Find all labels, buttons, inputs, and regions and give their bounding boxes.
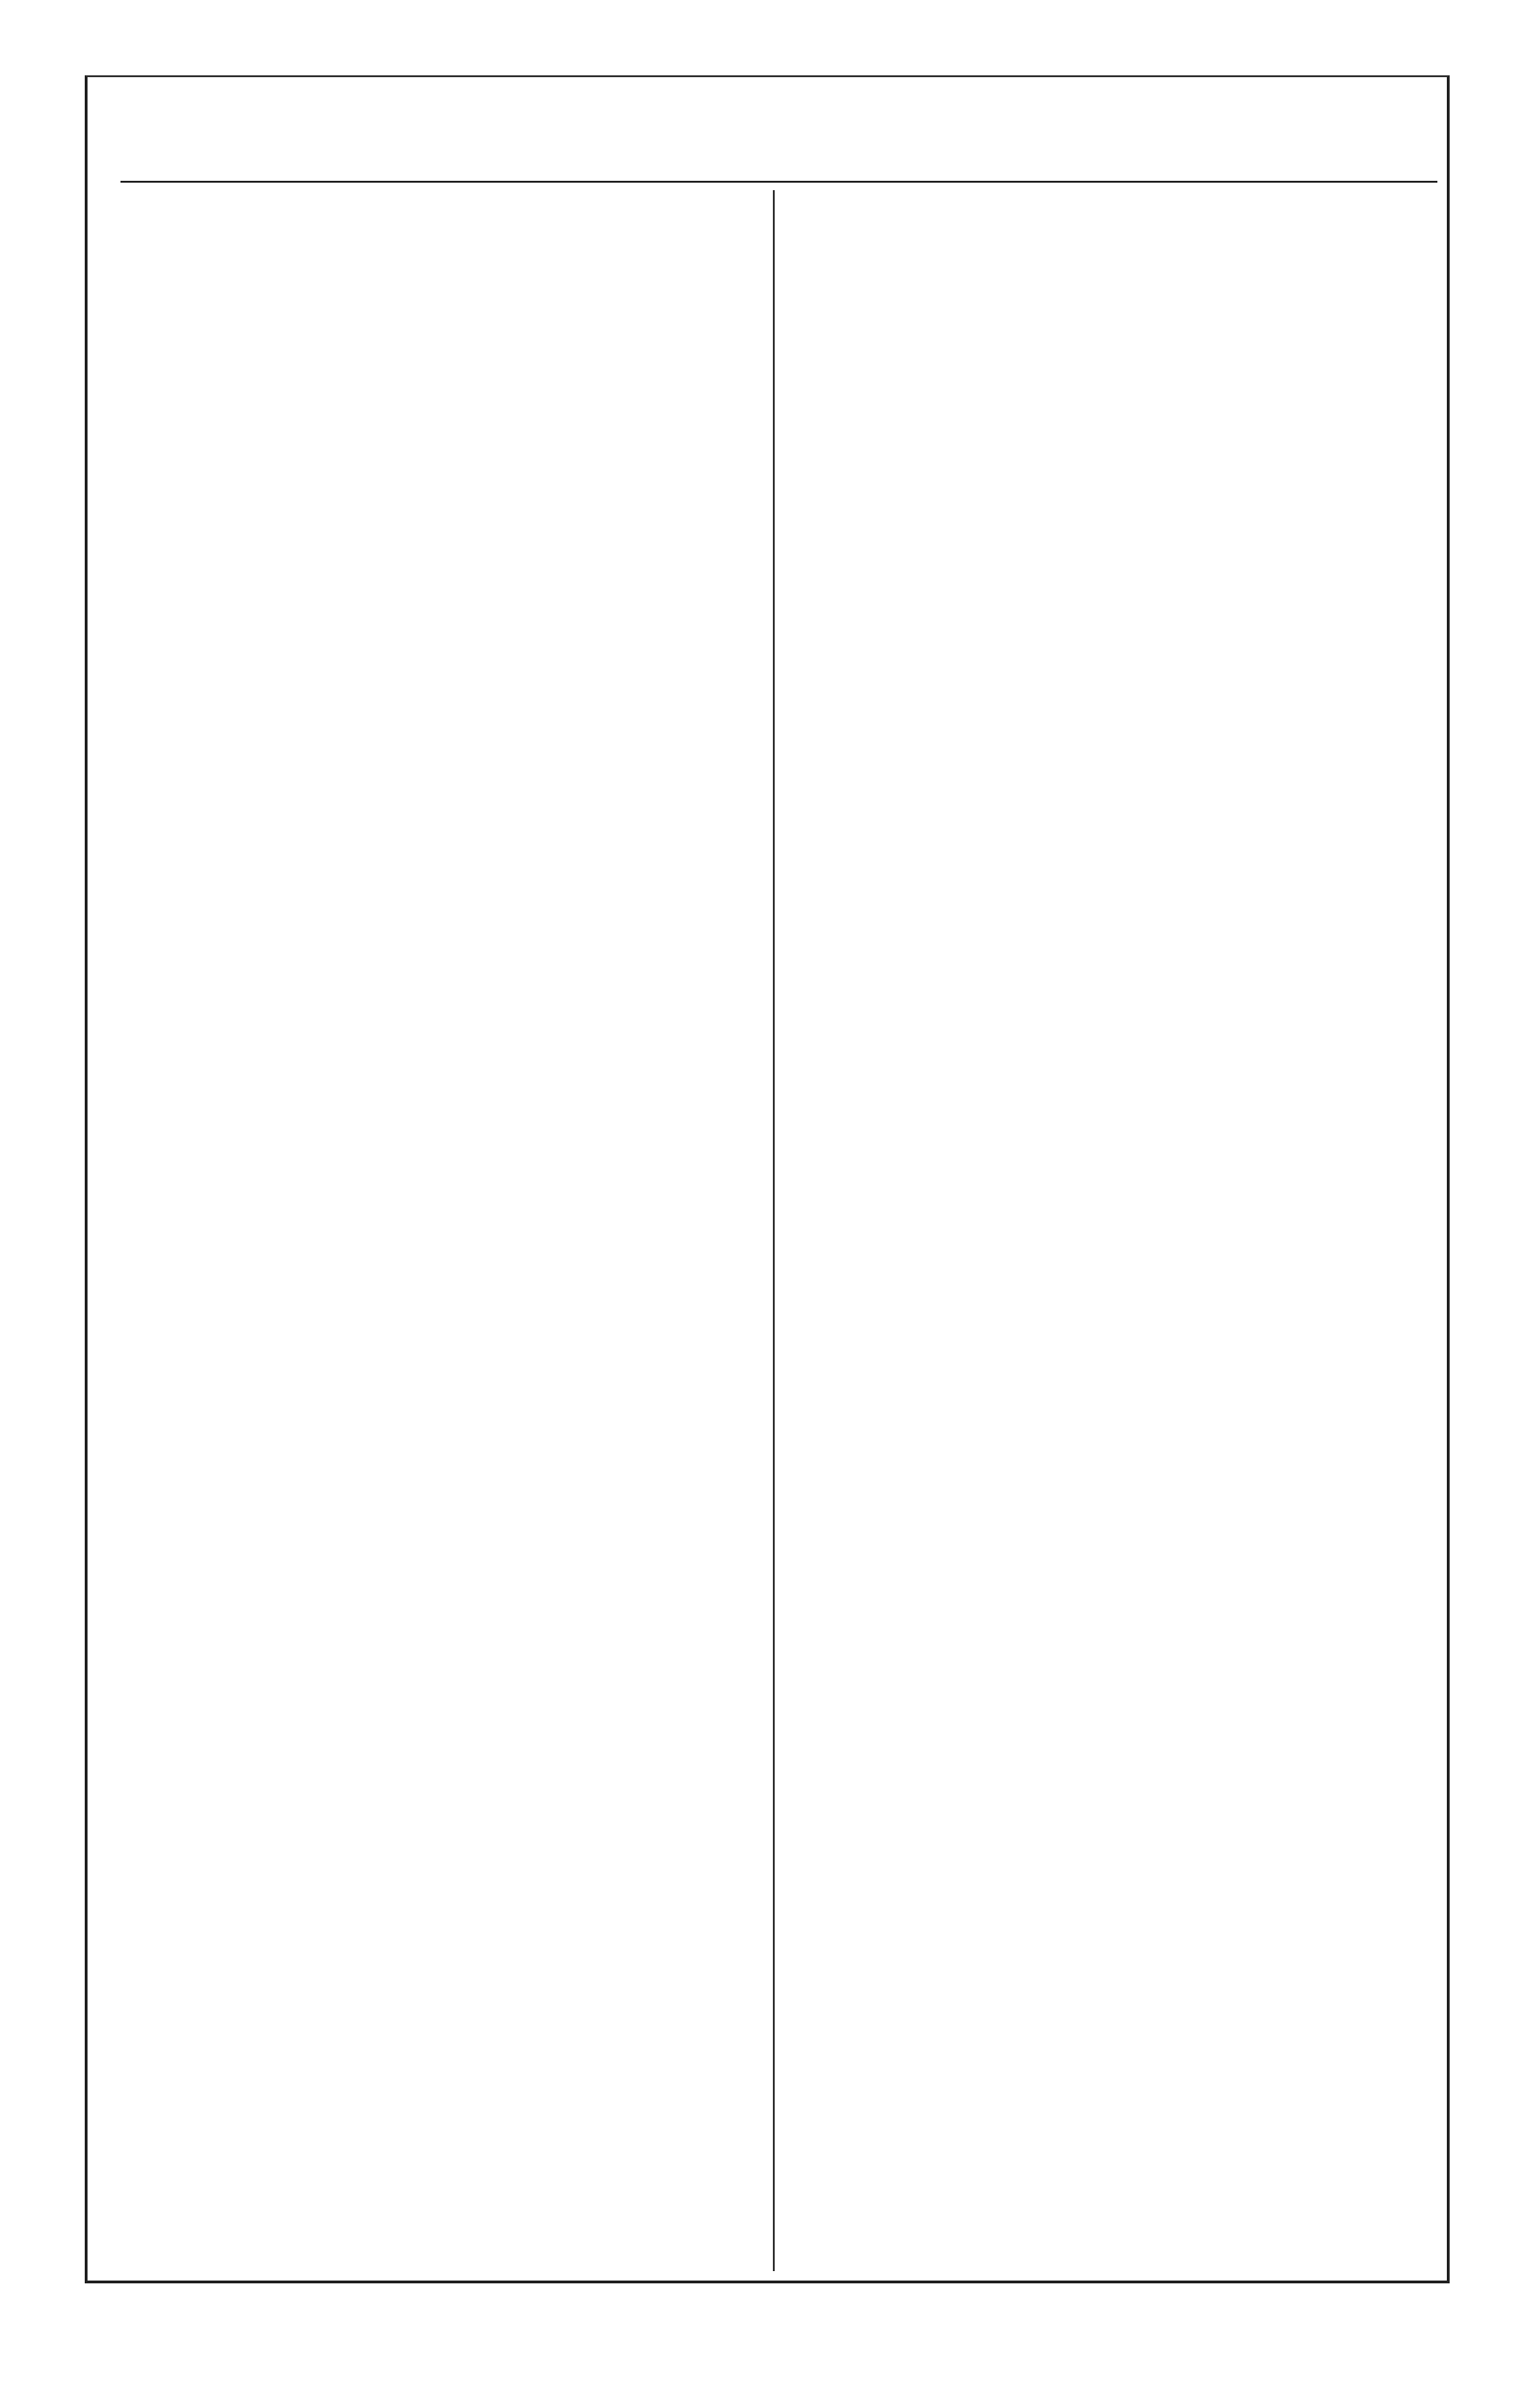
column-divider <box>773 190 775 2271</box>
magazine-page <box>85 75 1450 2283</box>
page-header <box>88 115 1447 171</box>
left-column <box>139 218 756 2262</box>
header-rule <box>120 181 1437 183</box>
right-column <box>789 218 1415 2262</box>
